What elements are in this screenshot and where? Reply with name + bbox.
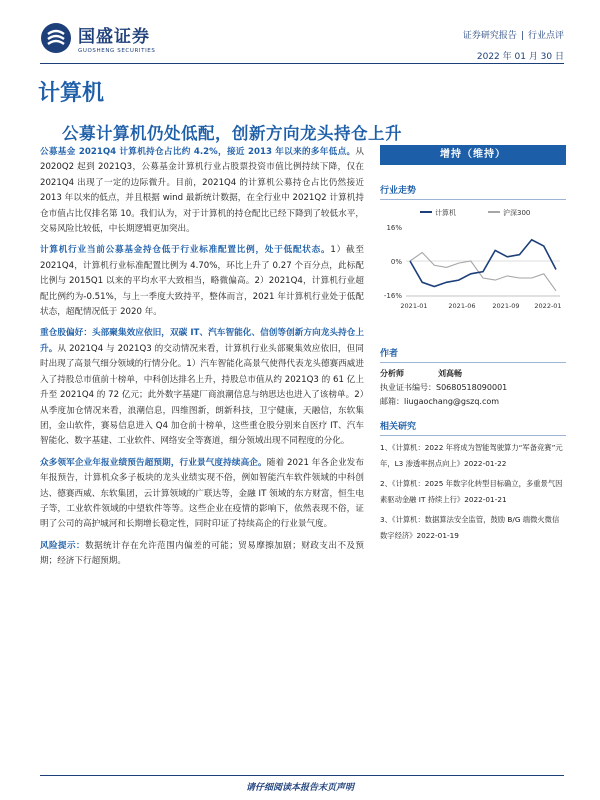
meta-separator: | xyxy=(520,31,524,41)
related-heading: 相关研究 xyxy=(380,419,566,436)
y-tick-label: 16% xyxy=(386,224,402,232)
paragraph-body: 1）截至 2021Q4，计算机行业标准配置比例为 4.70%，环比上升了 0.27 个百分点，此标配比例与 2015Q1 以来的平均水平大致相当，略微偏高。2）2021Q4，计算机行业超配比例约为-0.51%，与上一季度大致持平，整体而言，2021 年计算机行业处于低配状态，超配情况低于 2020 年。 xyxy=(40,245,364,318)
paragraph-allocation xyxy=(40,243,364,320)
paragraph-body: 从 2021Q4 与 2021Q3 的交动情况来看，计算机行业头部聚集效应依旧，但同时出现了高景气细分领域的行情分化。1）汽车智能化高景气使得代表龙头德赛西威进入了持股总市值前十榜单，中科创达排名上升，持股总市值从约 2021Q3 的 61 亿上升至 2021Q4 的 72 亿元；此外数字基建厂商浪潮信息与纳思达也进入了该榜单。2）从季度加仓情况来看，浪潮信息，四维图新，朗新科技，卫宁健康，天融信，东软集团，金山软件，赛易信息进入 Q4 加仓前十榜单，这些重仓股分别来自医疗 IT、汽车智能化、数字基建、工业软件、网络安全等赛道，细分领域出现不同程度的分化。 xyxy=(40,343,364,447)
x-tick-label: 2022-01 xyxy=(534,302,562,310)
x-tick-label: 2021-01 xyxy=(400,302,428,310)
paragraph-heavy-holdings xyxy=(40,326,364,449)
y-tick-label: -16% xyxy=(383,292,402,300)
author-info xyxy=(380,367,566,409)
legend-hs300: 沪深300 xyxy=(503,209,531,217)
logo xyxy=(40,22,155,54)
paragraph-lead: 公募基金 2021Q4 计算机持仓占比约 4.2%，接近 2013 年以来的多年低点。 xyxy=(40,147,356,157)
analyst-name: 刘高畅 xyxy=(438,369,462,378)
paragraph-body: 随着 2021 年各企业发布年报预告，计算机众多子板块的龙头业绩实现不俗，例如智能汽车软件领域的中科创达、德赛西威、东软集团，云计算领域的广联达等，金融 IT 领域的东方财富，恒生电子等，工业软件领域的中望软件等等。这些企业在疫情的影响下，依然表现不俗，证明了公司的高护城河和长期增长稳定性，同时印证了持续高企的行业景气度。 xyxy=(40,457,364,530)
related-item[interactable]: 2、《计算机：2025 年数字化转型目标确立，多重景气因素驱动金融 IT 持续上行》2022-01-21 xyxy=(380,479,563,504)
email-label: 邮箱： xyxy=(380,397,404,406)
report-type: 证券研究报告 xyxy=(462,31,517,41)
main-content xyxy=(40,145,364,576)
legend-computer: 计算机 xyxy=(435,209,456,217)
paragraph-holdings xyxy=(40,145,364,237)
header-divider xyxy=(40,63,564,64)
report-date: 2022 年 01 月 30 日 xyxy=(476,52,564,62)
email-link[interactable]: liugaochang@gszq.com xyxy=(404,397,500,406)
paragraph-body: 从 2020Q2 起到 2021Q3，公募基金计算机行业占股票投资市值比例持续下降，仅在 2021Q4 出现了一定的边际微升。目前，2021Q4 的计算机公募持仓占比仍然接近 2013 年以来的低点，并且根据 wind 最新统计数据，在全行业中 2021Q2 计算机持仓市值占比仅排名第 10。我们认为，对于计算机的持仓配比已经下降到了较低水平，交易风险比较低，中长期逻辑更加突出。 xyxy=(40,147,364,235)
paragraph-lead: 重仓股偏好：头部聚集效应依旧，双碳 IT、汽车智能化、信创等创新方向龙头持仓上升。 xyxy=(40,328,364,354)
paragraph-body: 数据统计存在允许范围内偏差的可能；贸易摩擦加剧；财政支出不及预期；经济下行超预期。 xyxy=(40,540,364,567)
y-tick-label: 0% xyxy=(390,258,402,266)
paragraph-risk xyxy=(40,539,364,570)
trend-heading: 行业走势 xyxy=(380,183,566,200)
author-heading: 作者 xyxy=(380,346,566,363)
paragraph-lead: 计算机行业当前公募基金持仓低于行业标准配置比例，处于低配状态。 xyxy=(40,245,331,256)
report-meta xyxy=(463,28,564,62)
x-tick-label: 2021-06 xyxy=(448,302,476,310)
report-title: 公募计算机仍处低配，创新方向龙头持仓上升 xyxy=(62,124,402,143)
sidebar xyxy=(380,145,566,548)
footer-disclaimer: 请仔细阅读本报告末页声明 xyxy=(245,783,354,793)
logo-cn: 国盛证券 xyxy=(78,27,150,47)
cert-number: S0680518090001 xyxy=(436,383,508,392)
industry-name: 计算机 xyxy=(38,81,105,106)
related-list xyxy=(380,440,566,544)
rating-badge: 增持（维持） xyxy=(380,145,566,165)
logo-en: GUOSHENG SECURITIES xyxy=(78,48,156,54)
footer-divider xyxy=(40,775,564,776)
paragraph-earnings xyxy=(40,456,364,533)
related-item[interactable]: 1、《计算机：2022 年将成为智能驾驶算力“军备竞赛”元年，L3 渗透率拐点向上》2022-01-22 xyxy=(380,443,563,468)
report-kind: 行业点评 xyxy=(527,31,564,41)
x-tick-label: 2021-09 xyxy=(492,302,520,310)
industry-trend-chart xyxy=(380,204,566,324)
paragraph-lead: 众多领军企业年报业绩预告超预期，行业景气度持续高企。 xyxy=(40,457,267,468)
paragraph-lead: 风险提示： xyxy=(40,540,86,551)
guosheng-logo-icon xyxy=(40,22,72,54)
cert-label: 执业证书编号： xyxy=(380,383,436,392)
analyst-label: 分析师 xyxy=(380,369,404,378)
related-item[interactable]: 3、《计算机：数据算法安全监管，鼓励 B/G 端微火微信数字经济》2022-01-19 xyxy=(380,515,560,540)
